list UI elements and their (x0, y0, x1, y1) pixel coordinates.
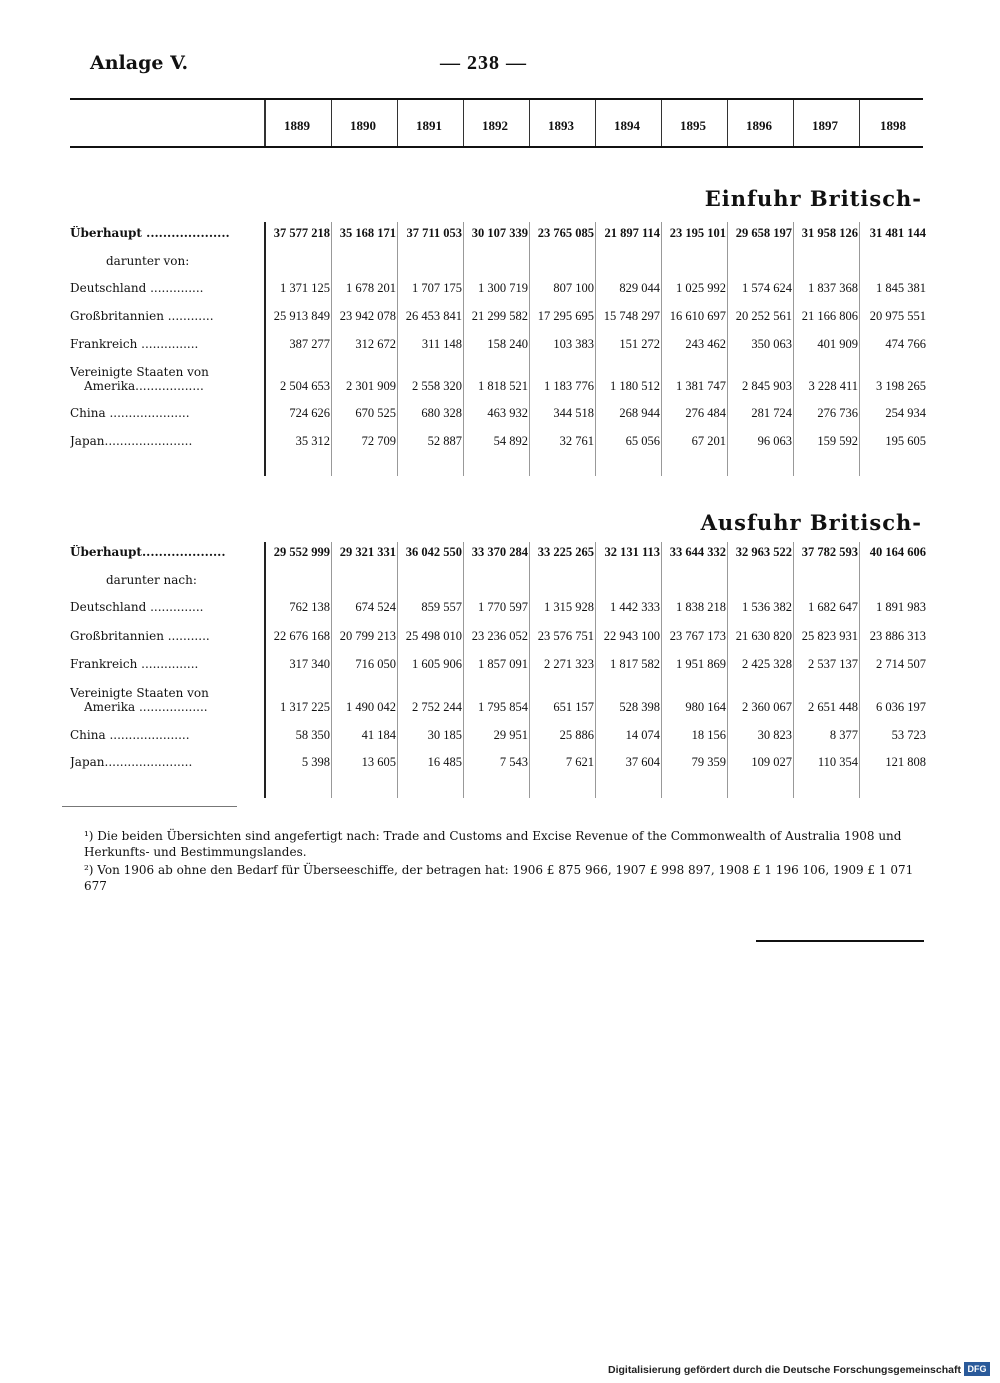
export-cell: 5 398 (301, 755, 330, 769)
export-cell: 1 536 382 (742, 600, 792, 614)
import-cell: 463 932 (487, 406, 528, 420)
export-cell: 33 644 332 (669, 545, 726, 559)
year-header-1889: 1889 (284, 118, 310, 133)
export-cell: 32 131 113 (604, 545, 660, 559)
import-cell: 1 837 368 (808, 281, 858, 295)
import-cell: 25 913 849 (273, 309, 330, 323)
import-cell: 52 887 (427, 434, 462, 448)
import-cell: 680 328 (421, 406, 462, 420)
export-cell: 23 767 173 (669, 629, 726, 643)
export-cell: 1 317 225 (280, 700, 330, 714)
digitization-credit: Digitalisierung gefördert durch die Deutsche Forschungsgemeinschaft (608, 1364, 961, 1376)
export-section-title: Ausfuhr Britisch- (700, 510, 922, 535)
import-cell: 35 312 (295, 434, 330, 448)
import-cell: 2 504 653 (280, 379, 330, 393)
export-cell: 25 498 010 (405, 629, 462, 643)
export-cell: 6 036 197 (876, 700, 926, 714)
export-cell: 1 951 869 (676, 657, 726, 671)
export-cell: 22 943 100 (603, 629, 660, 643)
export-cell: 1 682 647 (808, 600, 858, 614)
import-row-label: Vereinigte Staaten von (70, 365, 209, 379)
import-cell: 37 577 218 (273, 226, 330, 240)
import-row-label: Deutschland .............. (70, 281, 204, 295)
import-cell: 344 518 (553, 406, 594, 420)
import-cell: 281 724 (751, 406, 792, 420)
year-header-1896: 1896 (746, 118, 772, 133)
import-cell: 1 300 719 (478, 281, 528, 295)
import-cell: 195 605 (885, 434, 926, 448)
export-cell: 980 164 (685, 700, 726, 714)
export-cell: 29 951 (493, 728, 528, 742)
import-row-label: Großbritannien ............ (70, 309, 214, 323)
import-cell: 829 044 (619, 281, 660, 295)
header-column-divider (595, 100, 596, 146)
import-cell: 23 765 085 (537, 226, 594, 240)
import-cell: 65 056 (625, 434, 660, 448)
import-cell: 21 299 582 (471, 309, 528, 323)
export-cell: 1 838 218 (676, 600, 726, 614)
export-cell: 37 604 (625, 755, 660, 769)
import-cell: 158 240 (487, 337, 528, 351)
export-cell: 317 340 (289, 657, 330, 671)
header-column-divider (793, 100, 794, 146)
export-cell: 2 360 067 (742, 700, 792, 714)
header-column-divider (661, 100, 662, 146)
export-cell: 30 823 (757, 728, 792, 742)
export-row-label: Vereinigte Staaten von (70, 686, 209, 700)
import-cell: 3 228 411 (808, 379, 858, 393)
export-cell: 33 370 284 (471, 545, 528, 559)
export-cell: 53 723 (891, 728, 926, 742)
export-cell: 1 891 983 (876, 600, 926, 614)
export-cell: 110 354 (817, 755, 858, 769)
export-cell: 25 886 (559, 728, 594, 742)
import-cell: 17 295 695 (537, 309, 594, 323)
export-cell: 1 605 906 (412, 657, 462, 671)
export-cell: 14 074 (625, 728, 660, 742)
import-cell: 1 183 776 (544, 379, 594, 393)
import-row-label: Frankreich ............... (70, 337, 199, 351)
import-cell: 2 845 903 (742, 379, 792, 393)
export-row-label: Großbritannien ........... (70, 629, 210, 643)
export-cell: 21 630 820 (735, 629, 792, 643)
export-row-label: Frankreich ............... (70, 657, 199, 671)
export-cell: 8 377 (829, 728, 858, 742)
export-cell: 1 770 597 (478, 600, 528, 614)
import-row-label: China ..................... (70, 406, 190, 420)
export-cell: 7 621 (565, 755, 594, 769)
import-cell: 32 761 (559, 434, 594, 448)
closing-rule (756, 940, 924, 942)
import-row-sublabel: darunter von: (106, 254, 190, 268)
footnote-2: ²) Von 1906 ab ohne den Bedarf für Überseeschiffe, der betragen hat: 1906 £ 875 966, 1907 £ 998 897, 1908 £ 1 196 106, 1909 £ 1 071 677 (84, 863, 914, 893)
export-cell: 79 359 (691, 755, 726, 769)
import-cell: 3 198 265 (876, 379, 926, 393)
export-cell: 716 050 (355, 657, 396, 671)
import-row-label: Überhaupt .................... (70, 226, 230, 240)
import-row-label-line2: Amerika.................. (84, 379, 204, 393)
export-cell: 22 676 168 (273, 629, 330, 643)
export-cell: 121 808 (885, 755, 926, 769)
import-cell: 31 958 126 (801, 226, 858, 240)
year-header-1897: 1897 (812, 118, 838, 133)
import-cell: 159 592 (817, 434, 858, 448)
export-cell: 23 236 052 (471, 629, 528, 643)
import-cell: 2 558 320 (412, 379, 462, 393)
export-cell: 29 321 331 (339, 545, 396, 559)
export-cell: 674 524 (355, 600, 396, 614)
export-cell: 40 164 606 (869, 545, 926, 559)
header-column-divider (264, 100, 266, 146)
export-cell: 18 156 (691, 728, 726, 742)
import-cell: 16 610 697 (669, 309, 726, 323)
import-cell: 254 934 (885, 406, 926, 420)
import-cell: 103 383 (553, 337, 594, 351)
export-cell: 1 795 854 (478, 700, 528, 714)
import-cell: 807 100 (553, 281, 594, 295)
import-cell: 350 063 (751, 337, 792, 351)
export-cell: 13 605 (361, 755, 396, 769)
import-cell: 1 574 624 (742, 281, 792, 295)
import-cell: 20 975 551 (869, 309, 926, 323)
import-cell: 72 709 (361, 434, 396, 448)
import-cell: 67 201 (691, 434, 726, 448)
header-column-divider (859, 100, 860, 146)
import-cell: 30 107 339 (471, 226, 528, 240)
export-cell: 7 543 (499, 755, 528, 769)
export-cell: 1 857 091 (478, 657, 528, 671)
export-cell: 528 398 (619, 700, 660, 714)
import-cell: 387 277 (289, 337, 330, 351)
header-bottom-rule (70, 146, 923, 148)
import-cell: 23 195 101 (669, 226, 726, 240)
export-cell: 29 552 999 (273, 545, 330, 559)
import-cell: 1 371 125 (280, 281, 330, 295)
export-cell: 36 042 550 (405, 545, 462, 559)
footnote-1-continued: Herkunfts- und Bestimmungslandes. (84, 845, 307, 859)
year-header-1895: 1895 (680, 118, 706, 133)
export-cell: 2 271 323 (544, 657, 594, 671)
import-cell: 151 272 (619, 337, 660, 351)
import-cell: 312 672 (355, 337, 396, 351)
import-cell: 311 148 (421, 337, 462, 351)
export-cell: 30 185 (427, 728, 462, 742)
import-cell: 20 252 561 (735, 309, 792, 323)
import-cell: 243 462 (685, 337, 726, 351)
import-cell: 54 892 (493, 434, 528, 448)
import-cell: 37 711 053 (406, 226, 462, 240)
import-section-title: Einfuhr Britisch- (704, 186, 922, 211)
export-row-label: Japan....................... (70, 755, 193, 769)
year-header-1893: 1893 (548, 118, 574, 133)
year-header-1892: 1892 (482, 118, 508, 133)
import-cell: 1 025 992 (676, 281, 726, 295)
export-cell: 859 557 (421, 600, 462, 614)
import-cell: 1 707 175 (412, 281, 462, 295)
import-cell: 276 484 (685, 406, 726, 420)
export-cell: 2 537 137 (808, 657, 858, 671)
import-cell: 474 766 (885, 337, 926, 351)
import-cell: 1 678 201 (346, 281, 396, 295)
import-cell: 268 944 (619, 406, 660, 420)
export-cell: 41 184 (361, 728, 396, 742)
export-row-label: Überhaupt.................... (70, 545, 226, 559)
import-cell: 21 166 806 (801, 309, 858, 323)
export-cell: 1 315 928 (544, 600, 594, 614)
import-cell: 401 909 (817, 337, 858, 351)
export-cell: 2 752 244 (412, 700, 462, 714)
import-cell: 15 748 297 (603, 309, 660, 323)
page-number: — 238 — (440, 52, 527, 74)
export-cell: 33 225 265 (537, 545, 594, 559)
import-cell: 21 897 114 (604, 226, 660, 240)
export-cell: 2 651 448 (808, 700, 858, 714)
header-column-divider (331, 100, 332, 146)
year-header-1894: 1894 (614, 118, 640, 133)
dfg-logo: DFG (964, 1362, 990, 1376)
import-cell: 96 063 (757, 434, 792, 448)
import-cell: 1 845 381 (876, 281, 926, 295)
year-header-1890: 1890 (350, 118, 376, 133)
import-cell: 31 481 144 (869, 226, 926, 240)
export-cell: 1 817 582 (610, 657, 660, 671)
footnote-separator (62, 806, 237, 807)
export-row-label: China ..................... (70, 728, 190, 742)
footnote-1: ¹) Die beiden Übersichten sind angefertigt nach: Trade and Customs and Excise Revenue of the Commonwealth of Australia 1908 und (84, 829, 902, 843)
import-cell: 29 658 197 (735, 226, 792, 240)
export-cell: 37 782 593 (801, 545, 858, 559)
import-cell: 26 453 841 (405, 309, 462, 323)
export-cell: 20 799 213 (339, 629, 396, 643)
export-cell: 2 425 328 (742, 657, 792, 671)
header-column-divider (727, 100, 728, 146)
year-header-1891: 1891 (416, 118, 442, 133)
annex-label: Anlage V. (90, 52, 189, 74)
import-cell: 1 180 512 (610, 379, 660, 393)
import-cell: 724 626 (289, 406, 330, 420)
import-cell: 23 942 078 (339, 309, 396, 323)
import-cell: 1 818 521 (478, 379, 528, 393)
import-row-label: Japan....................... (70, 434, 193, 448)
export-cell: 23 886 313 (869, 629, 926, 643)
header-column-divider (397, 100, 398, 146)
export-cell: 58 350 (295, 728, 330, 742)
export-cell: 23 576 751 (537, 629, 594, 643)
export-cell: 651 157 (553, 700, 594, 714)
export-cell: 2 714 507 (876, 657, 926, 671)
header-column-divider (529, 100, 530, 146)
import-cell: 2 301 909 (346, 379, 396, 393)
import-cell: 670 525 (355, 406, 396, 420)
export-cell: 1 442 333 (610, 600, 660, 614)
import-cell: 276 736 (817, 406, 858, 420)
header-column-divider (463, 100, 464, 146)
year-header-1898: 1898 (880, 118, 906, 133)
header-top-rule (70, 98, 923, 100)
export-row-label-line2: Amerika .................. (84, 700, 208, 714)
export-cell: 762 138 (289, 600, 330, 614)
export-row-sublabel: darunter nach: (106, 573, 197, 587)
import-cell: 35 168 171 (339, 226, 396, 240)
export-row-label: Deutschland .............. (70, 600, 204, 614)
export-cell: 1 490 042 (346, 700, 396, 714)
export-cell: 109 027 (751, 755, 792, 769)
import-cell: 1 381 747 (676, 379, 726, 393)
export-cell: 16 485 (427, 755, 462, 769)
export-cell: 32 963 522 (735, 545, 792, 559)
export-cell: 25 823 931 (801, 629, 858, 643)
